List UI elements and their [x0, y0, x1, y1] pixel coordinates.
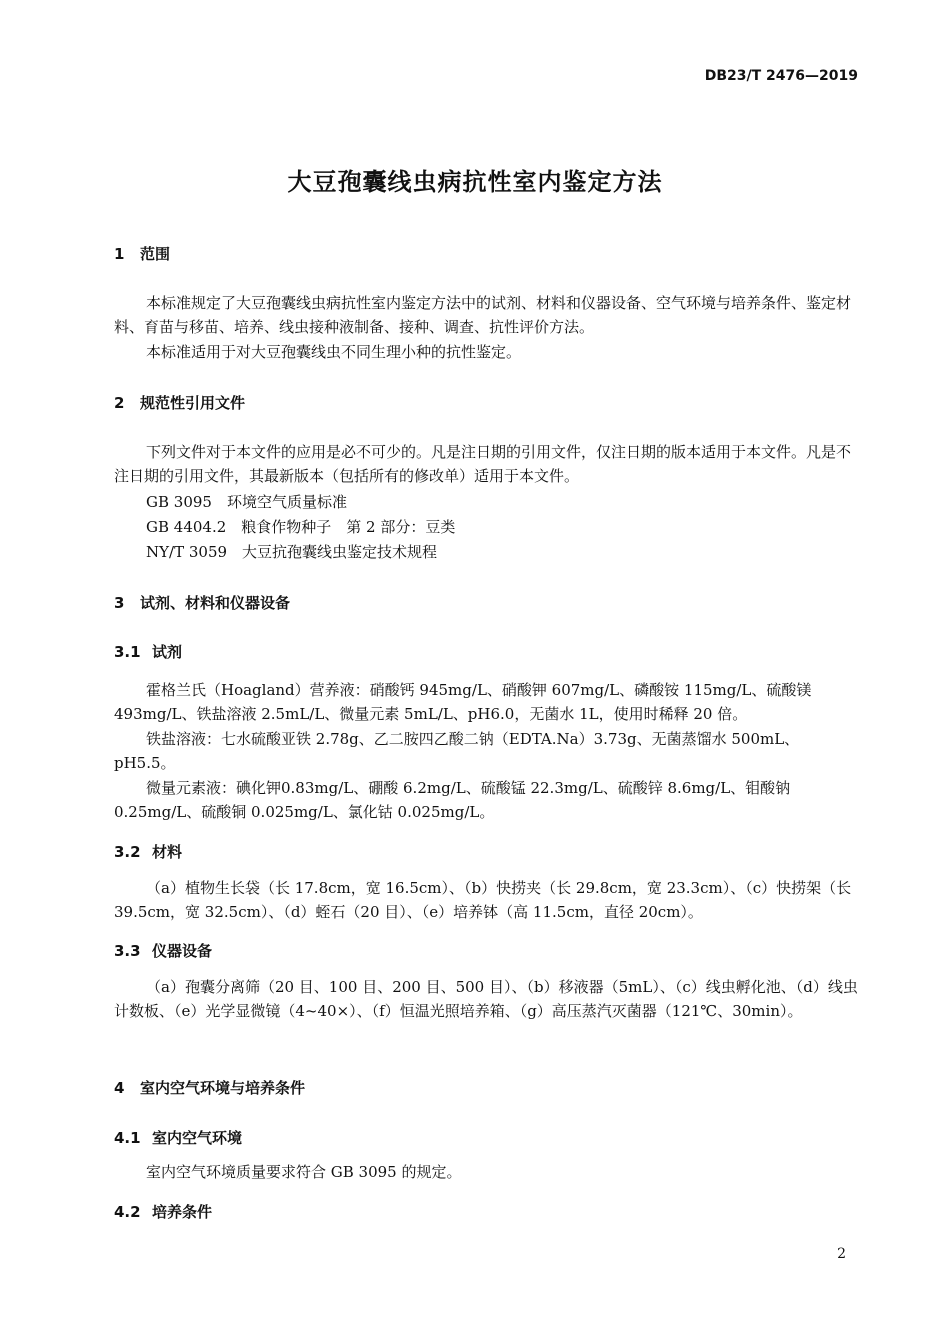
subsection-3-2-heading	[114, 841, 182, 862]
normative-reference: NY/T 3059 大豆抗孢囊线虫鉴定技术规程	[146, 543, 438, 561]
subsection-title: 培养条件	[152, 1203, 213, 1221]
normative-reference: GB 4404.2 粮食作物种子 第 2 部分：豆类	[146, 518, 456, 536]
section-number: 1	[114, 245, 125, 263]
subsection-number: 4.2	[114, 1203, 141, 1221]
paragraph: 本标准规定了大豆孢囊线虫病抗性室内鉴定方法中的试剂、材料和仪器设备、空气环境与培养条件、鉴定材料、育苗与移苗、培养、线虫接种液制备、接种、调查、抗性评价方法。	[114, 294, 852, 336]
section-2-heading	[114, 392, 245, 413]
subsection-3-3-heading	[114, 940, 212, 961]
subsection-number: 3.2	[114, 843, 141, 861]
subsection-number: 3.3	[114, 942, 141, 960]
paragraph: （a）植物生长袋（长 17.8cm，宽 16.5cm）、（b）快捞夹（长 29.8cm，宽 23.3cm）、（c）快捞架（长 39.5cm，宽 32.5cm）、（d）蛭石（20 目）、（e）培养钵（高 11.5cm，直径 20cm）。	[114, 879, 852, 921]
paragraph: 霍格兰氏（Hoagland）营养液：硝酸钙 945mg/L、硝酸钾 607mg/L、磷酸铵 115mg/L、硫酸镁 493mg/L、铁盐溶液 2.5mL/L、微量元素 5mL/L、pH6.0，无菌水 1L，使用时稀释 20 倍。	[114, 681, 812, 723]
paragraph: 微量元素液：碘化钾0.83mg/L、硼酸 6.2mg/L、硫酸锰 22.3mg/L、硫酸锌 8.6mg/L、钼酸钠 0.25mg/L、硫酸铜 0.025mg/L、氯化钴 0.025mg/L。	[114, 779, 791, 821]
subsection-number: 3.1	[114, 643, 141, 661]
paragraph: （a）孢囊分离筛（20 目、100 目、200 目、500 目）、（b）移液器（5mL）、（c）线虫孵化池、（d）线虫计数板、（e）光学显微镜（4~40×）、（f）恒温光照培养箱、（g）高压蒸汽灭菌器（121℃、30min）。	[114, 978, 858, 1020]
section-title: 试剂、材料和仪器设备	[140, 594, 291, 612]
section-title: 室内空气环境与培养条件	[140, 1079, 306, 1097]
subsection-3-1-heading	[114, 641, 182, 662]
paragraph: 室内空气环境质量要求符合 GB 3095 的规定。	[146, 1163, 462, 1181]
page-number: 2	[837, 1246, 846, 1262]
section-1-heading	[114, 243, 170, 264]
section-4-heading	[114, 1077, 305, 1098]
subsection-title: 试剂	[152, 643, 183, 661]
section-3-heading	[114, 592, 290, 613]
subsection-4-1-heading	[114, 1127, 242, 1148]
subsection-number: 4.1	[114, 1129, 141, 1147]
subsection-title: 室内空气环境	[152, 1129, 243, 1147]
section-number: 4	[114, 1079, 125, 1097]
subsection-title: 材料	[152, 843, 183, 861]
paragraph: 下列文件对于本文件的应用是必不可少的。凡是注日期的引用文件，仅注日期的版本适用于本文件。凡是不注日期的引用文件，其最新版本（包括所有的修改单）适用于本文件。	[114, 443, 852, 485]
subsection-title: 仪器设备	[152, 942, 213, 960]
section-number: 2	[114, 394, 125, 412]
standard-code: DB23/T 2476—2019	[704, 68, 858, 84]
paragraph: 本标准适用于对大豆孢囊线虫不同生理小种的抗性鉴定。	[146, 343, 522, 361]
document-title: 大豆孢囊线虫病抗性室内鉴定方法	[287, 168, 663, 196]
normative-reference: GB 3095 环境空气质量标准	[146, 493, 347, 511]
section-number: 3	[114, 594, 125, 612]
section-title: 规范性引用文件	[140, 394, 246, 412]
section-title: 范围	[140, 245, 171, 263]
subsection-4-2-heading	[114, 1201, 212, 1222]
paragraph: 铁盐溶液：七水硫酸亚铁 2.78g、乙二胺四乙酸二钠（EDTA.Na）3.73g、无菌蒸馏水 500mL、pH5.5。	[114, 730, 800, 772]
